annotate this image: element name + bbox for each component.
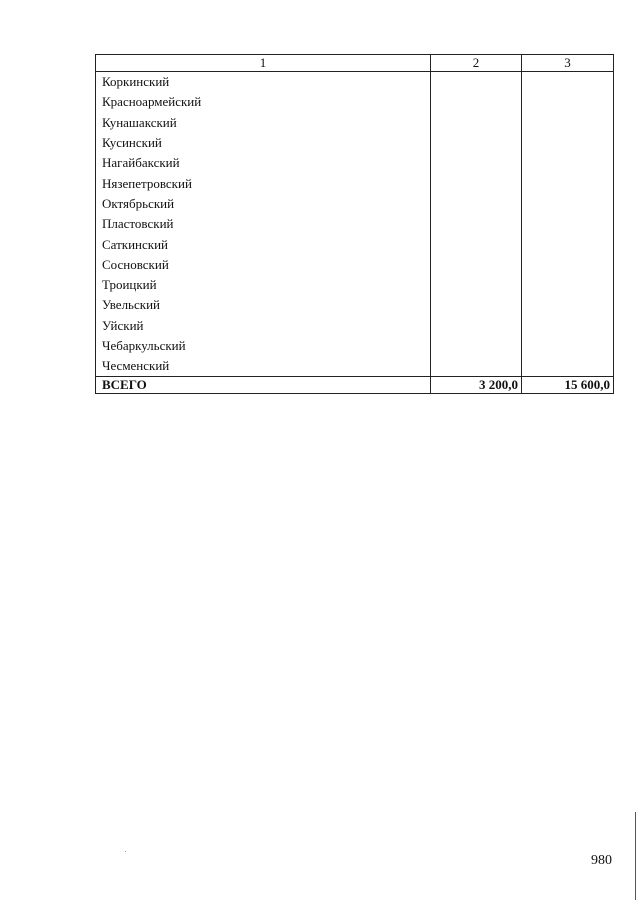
value-col-3 — [522, 173, 614, 193]
header-col-3: 3 — [522, 55, 614, 72]
table-row — [96, 336, 614, 356]
page-number: 980 — [591, 853, 612, 868]
value-col-2 — [431, 113, 522, 133]
district-name: Кунашакский — [96, 113, 431, 133]
district-name: Увельский — [96, 295, 431, 315]
header-col-1: 1 — [96, 55, 431, 72]
value-col-3 — [522, 153, 614, 173]
value-col-2 — [431, 214, 522, 234]
value-col-2 — [431, 316, 522, 336]
total-col-3: 15 600,0 — [522, 377, 614, 394]
table-row — [96, 194, 614, 214]
district-name: Кусинский — [96, 133, 431, 153]
district-name: Саткинский — [96, 234, 431, 254]
value-col-2 — [431, 133, 522, 153]
total-col-2: 3 200,0 — [431, 377, 522, 394]
table-row — [96, 92, 614, 112]
value-col-3 — [522, 72, 614, 93]
table-row — [96, 133, 614, 153]
value-col-2 — [431, 295, 522, 315]
table-row — [96, 72, 614, 93]
value-col-3 — [522, 295, 614, 315]
table-row — [96, 356, 614, 377]
district-name: Троицкий — [96, 275, 431, 295]
value-col-2 — [431, 356, 522, 377]
value-col-3 — [522, 194, 614, 214]
table-row — [96, 234, 614, 254]
value-col-3 — [522, 113, 614, 133]
total-row — [96, 377, 614, 394]
allocation-table — [95, 54, 614, 394]
value-col-3 — [522, 234, 614, 254]
value-col-3 — [522, 356, 614, 377]
value-col-2 — [431, 92, 522, 112]
value-col-2 — [431, 275, 522, 295]
scan-edge-line — [635, 812, 636, 900]
value-col-3 — [522, 133, 614, 153]
district-name: Октябрьский — [96, 194, 431, 214]
table-row — [96, 153, 614, 173]
table-row — [96, 173, 614, 193]
table-row — [96, 275, 614, 295]
scan-speck — [125, 851, 126, 852]
value-col-2 — [431, 336, 522, 356]
table-row — [96, 113, 614, 133]
district-name: Красноармейский — [96, 92, 431, 112]
table-row — [96, 255, 614, 275]
value-col-2 — [431, 72, 522, 93]
value-col-3 — [522, 275, 614, 295]
district-name: Чебаркульский — [96, 336, 431, 356]
value-col-3 — [522, 214, 614, 234]
district-name: Нязепетровский — [96, 173, 431, 193]
value-col-2 — [431, 153, 522, 173]
value-col-3 — [522, 255, 614, 275]
district-name: Чесменский — [96, 356, 431, 377]
value-col-2 — [431, 173, 522, 193]
value-col-2 — [431, 255, 522, 275]
value-col-3 — [522, 92, 614, 112]
total-label: ВСЕГО — [96, 377, 431, 394]
header-row — [96, 55, 614, 72]
district-name: Нагайбакский — [96, 153, 431, 173]
district-name: Пластовский — [96, 214, 431, 234]
value-col-2 — [431, 234, 522, 254]
table-row — [96, 316, 614, 336]
header-col-2: 2 — [431, 55, 522, 72]
table-row — [96, 295, 614, 315]
district-name: Коркинский — [96, 72, 431, 93]
value-col-2 — [431, 194, 522, 214]
value-col-3 — [522, 336, 614, 356]
district-name: Уйский — [96, 316, 431, 336]
table-row — [96, 214, 614, 234]
value-col-3 — [522, 316, 614, 336]
district-name: Сосновский — [96, 255, 431, 275]
